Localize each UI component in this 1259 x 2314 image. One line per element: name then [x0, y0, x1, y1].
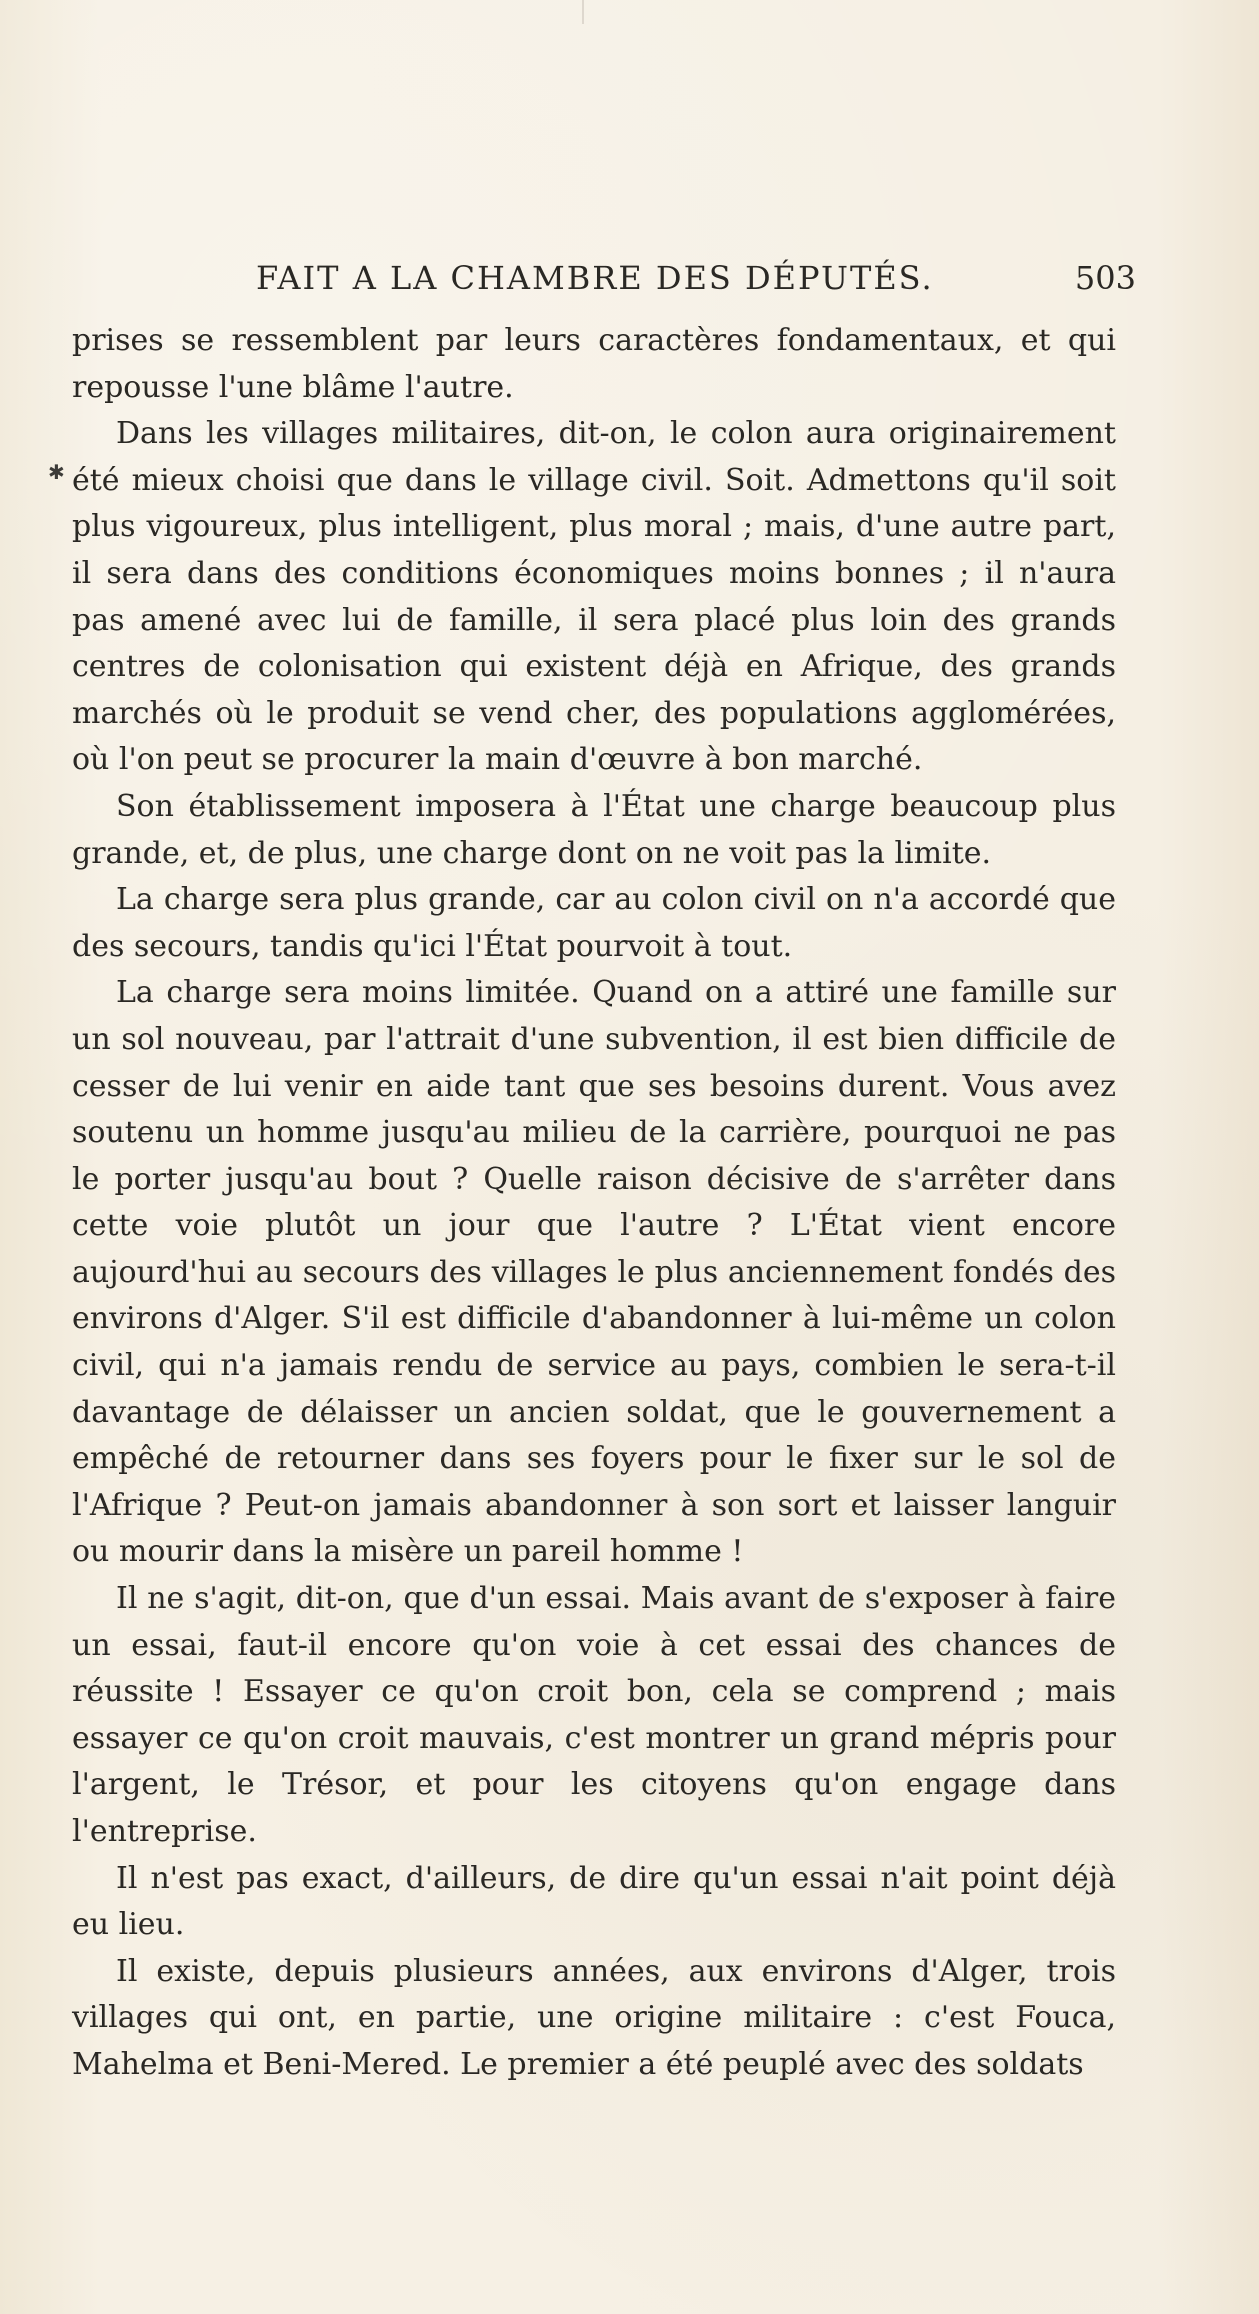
- paragraph: Son établissement imposera à l'État une charge beaucoup plus grande, et, de plus, une charge dont on ne voit pas la limite.: [72, 788, 1116, 871]
- paragraph: Il existe, depuis plusieurs années, aux environs d'Alger, trois villages qui ont, en partie, une origine militaire : c'est Fouca, Mahelma et Beni-Mered. Le premier a été peuplé avec des soldats: [72, 1953, 1116, 2082]
- paragraph-continuation: prises se ressemblent par leurs caractères fondamentaux, et qui repousse l'une blâme l'autre.: [72, 323, 1116, 405]
- paragraph: Il n'est pas exact, d'ailleurs, de dire qu'un essai n'ait point déjà eu lieu.: [72, 1860, 1116, 1943]
- margin-mark-icon: ✱: [48, 460, 65, 484]
- page-header: [256, 258, 1136, 298]
- paragraph: La charge sera plus grande, car au colon civil on n'a accordé que des secours, tandis qu'ici l'État pourvoit à tout.: [72, 882, 1116, 964]
- paper-mark: [582, 0, 584, 24]
- running-head: FAIT A LA CHAMBRE DES DÉPUTÉS.: [256, 259, 934, 297]
- page-number: 503: [1074, 259, 1136, 297]
- paragraph: Dans les villages militaires, dit-on, le colon aura originairement été mieux choisi que dans le village civil. Soit. Admettons qu'il soit plus vigoureux, plus intelligent, plus moral ; mais, d'une autre part, il sera dans des conditions économiques moins bonnes ; il n'aura pas amené avec lui de famille, il sera placé plus loin des grands centres de colonisation qui existent déjà en Afrique, des grands marchés où le produit se vend cher, des populations agglomérées, où l'on peut se procurer la main d'œuvre à bon marché.: [72, 416, 1116, 778]
- page-body: [72, 318, 1116, 2089]
- paragraph: Il ne s'agit, dit-on, que d'un essai. Mais avant de s'exposer à faire un essai, faut-il encore qu'on voie à cet essai des chances de réussite ! Essayer ce qu'on croit bon, cela se comprend ; mais essayer ce qu'on croit mauvais, c'est montrer un grand mépris pour l'argent, le Trésor, et pour les citoyens qu'on engage dans l'entreprise.: [72, 1581, 1116, 1849]
- paragraph: La charge sera moins limitée. Quand on a attiré une famille sur un sol nouveau, par l'attrait d'une subvention, il est bien difficile de cesser de lui venir en aide tant que ses besoins durent. Vous avez soutenu un homme jusqu'au milieu de la carrière, pourquoi ne pas le porter jusqu'au bout ? Quelle raison décisive de s'arrêter dans cette voie plutôt un jour que l'autre ? L'État vient encore aujourd'hui au secours des villages le plus anciennement fondés des environs d'Alger. S'il est difficile d'abandonner à lui-même un colon civil, qui n'a jamais rendu de service au pays, combien le sera-t-il davantage de délaisser un ancien soldat, que le gouvernement a empêché de retourner dans ses foyers pour le fixer sur le sol de l'Afrique ? Peut-on jamais abandonner à son sort et laisser languir ou mourir dans la misère un pareil homme !: [72, 975, 1116, 1570]
